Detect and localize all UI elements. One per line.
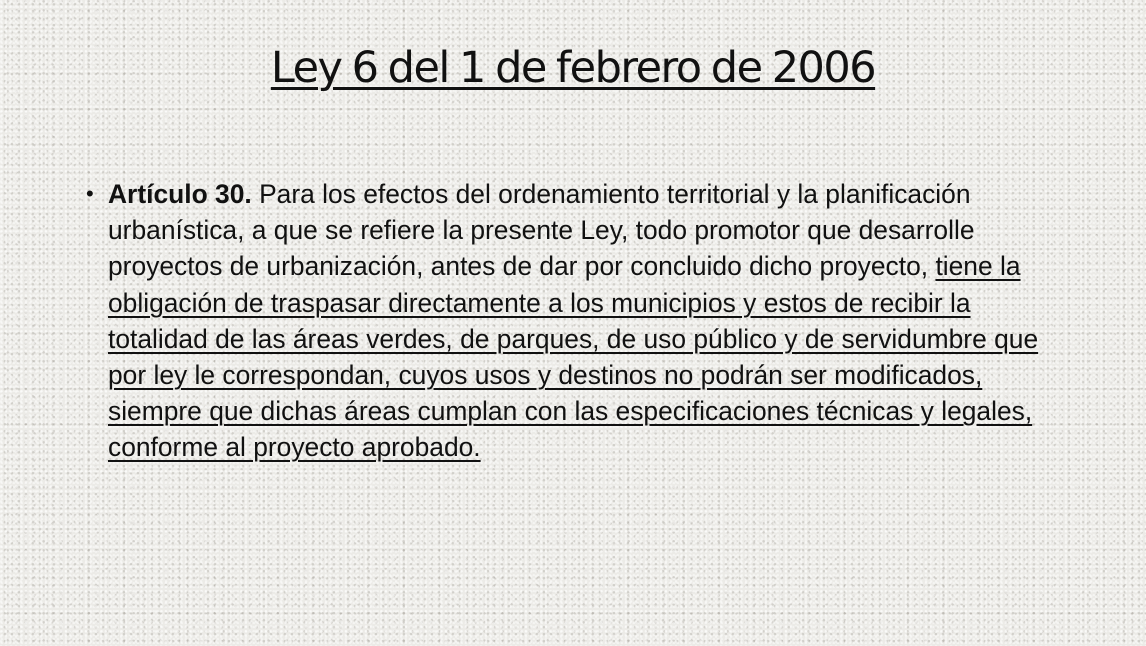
article-underlined-text: tiene la obligación de traspasar directamente a los municipios y estos de recibir la totalidad de las áreas verdes, de parques, de uso público y de servidumbre que por ley le correspondan, cuyos usos y destinos no podrán ser modificados, siempre que dichas áreas cumplan con las especificaciones técnicas y legales, conforme al proyecto aprobado.	[108, 251, 1039, 463]
bullet-item	[86, 176, 1051, 466]
bullet-icon: •	[86, 181, 94, 206]
slide-title-text: Ley 6 del 1 de febrero de 2006	[270, 43, 876, 93]
slide-title	[0, 38, 1146, 98]
article-text: Para los efectos del ordenamiento territorial y la planificación urbanística, a que se refiere la presente Ley, todo promotor que desarrolle proyectos de urbanización, antes de dar por concluido dicho proyecto,	[108, 179, 975, 282]
article-label: Artículo 30.	[108, 179, 252, 209]
bullet-list	[86, 176, 1051, 466]
